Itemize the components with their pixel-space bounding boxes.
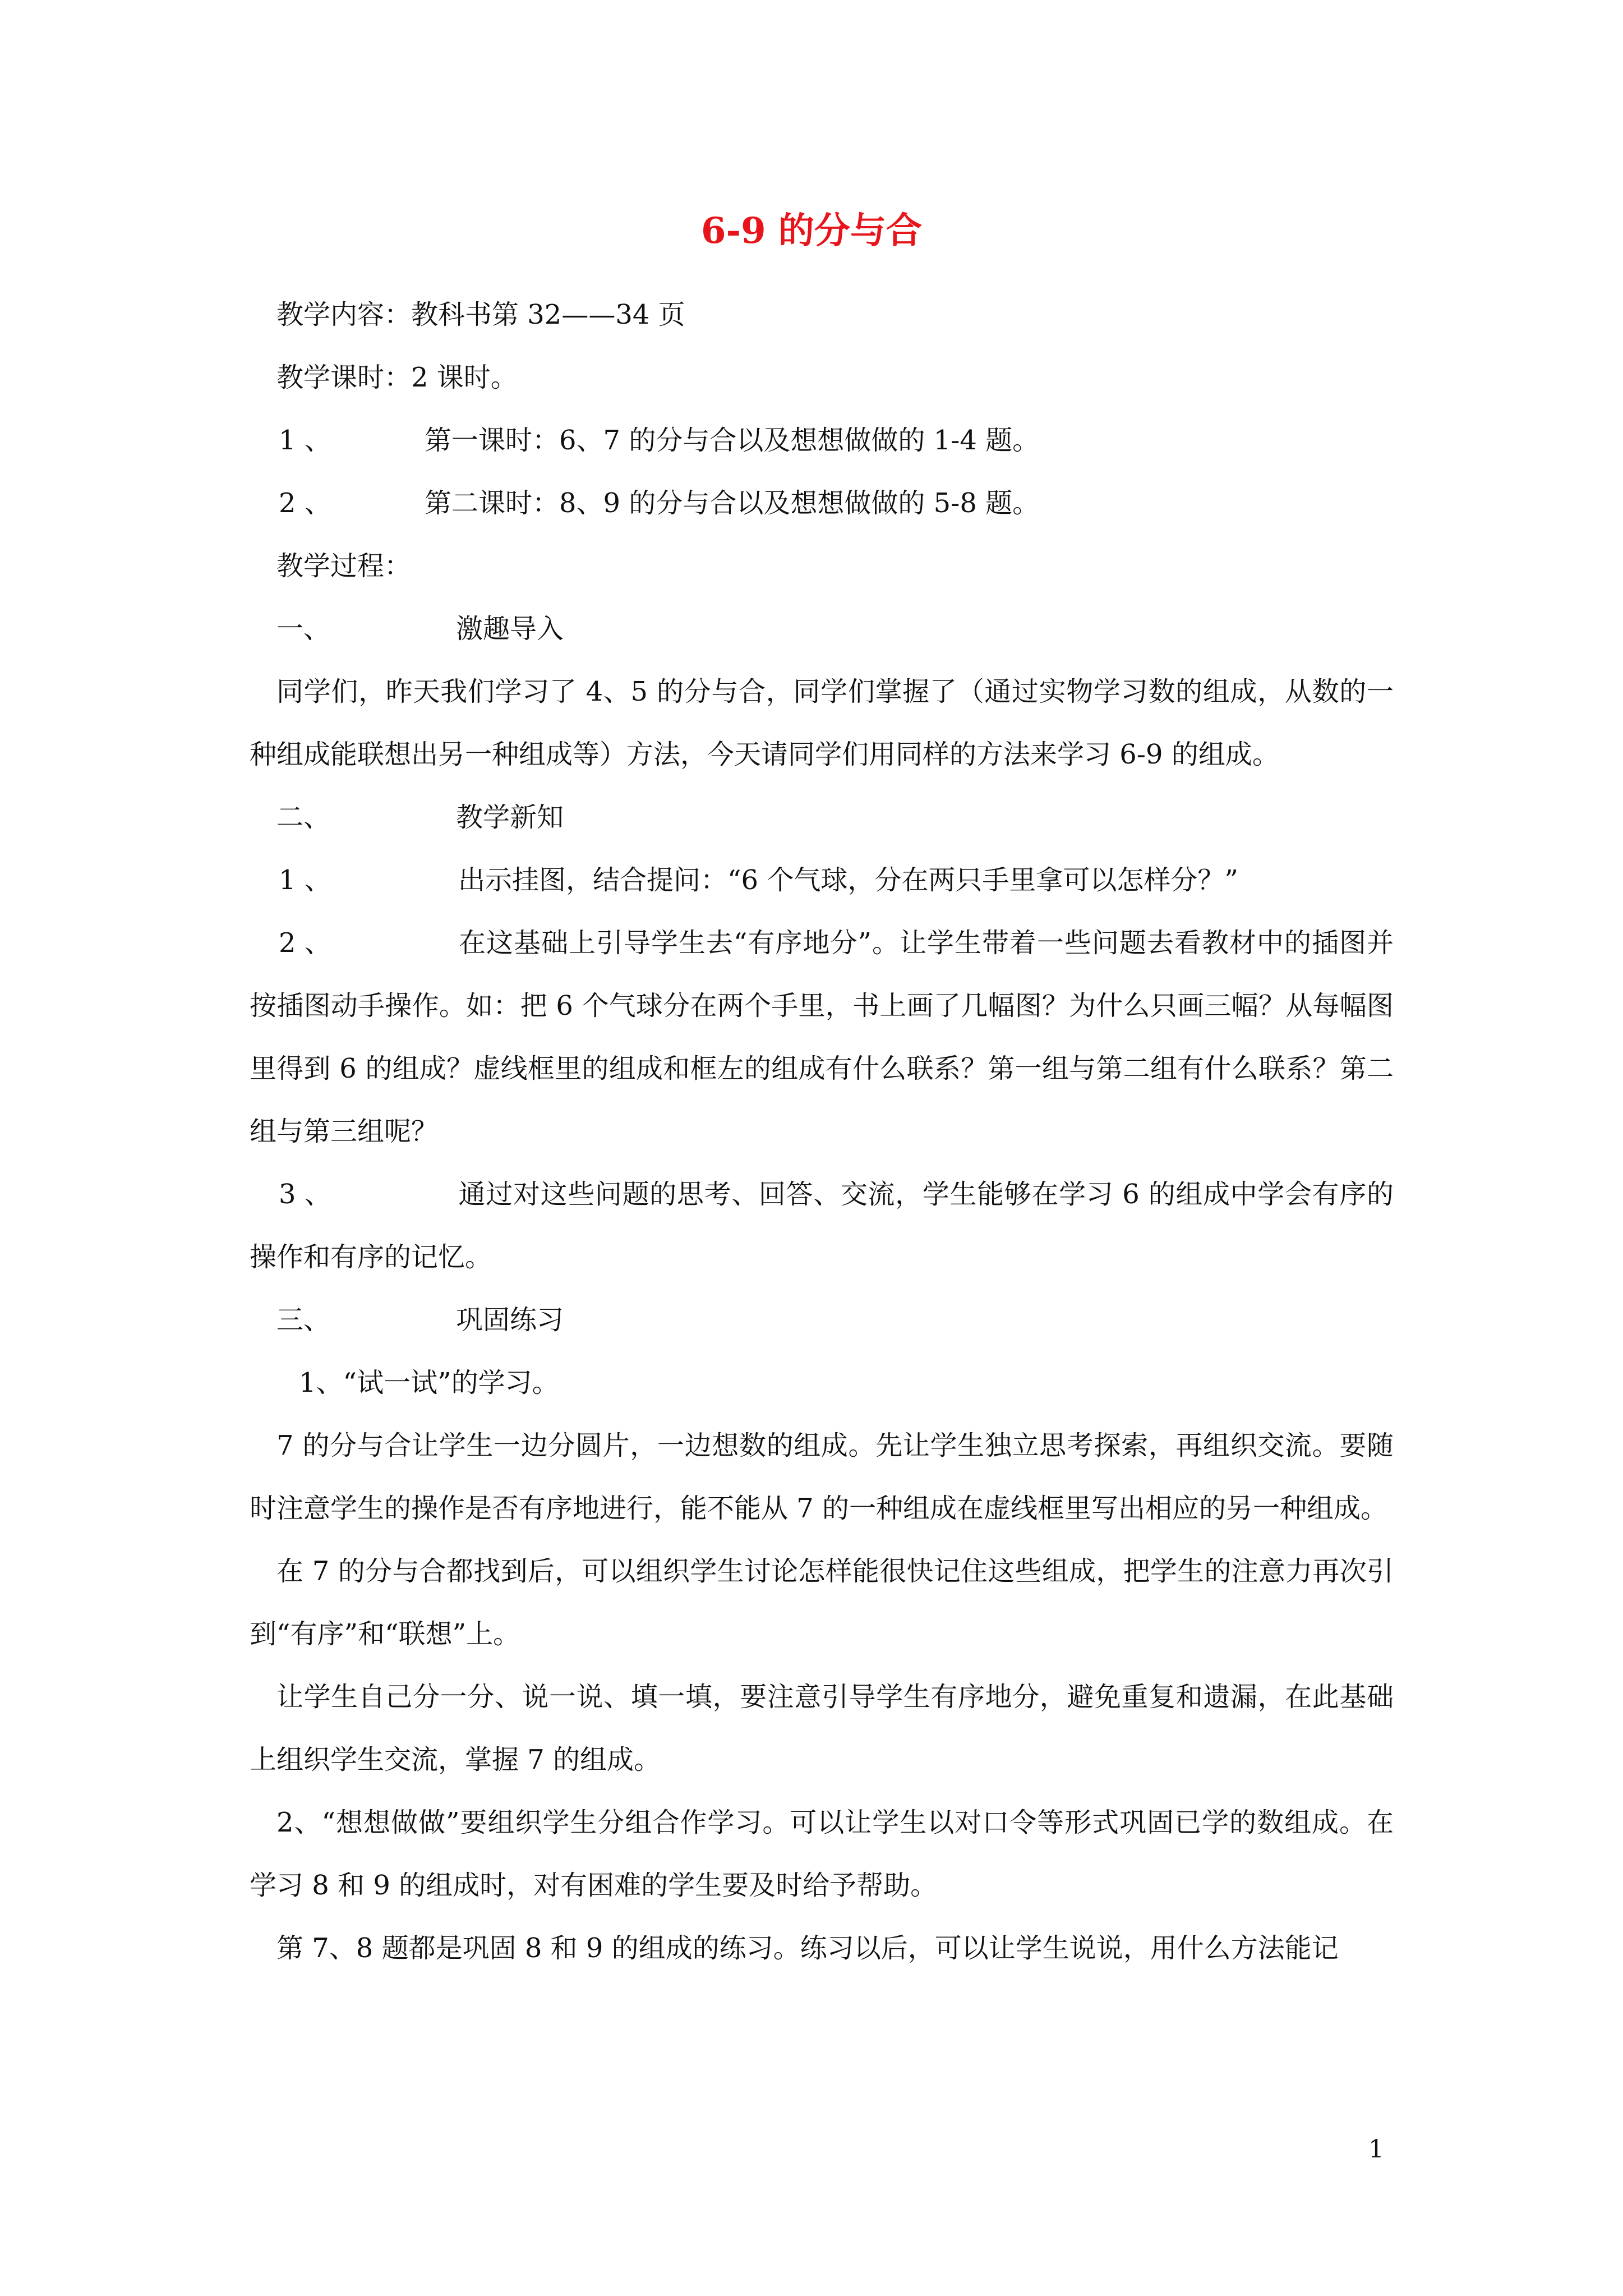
subsection-heading: 1、“试一试”的学习。 xyxy=(299,1367,559,1398)
section-number: 二、 xyxy=(276,802,331,833)
section-title: 巩固练习 xyxy=(456,1304,564,1336)
section-title: 教学新知 xyxy=(456,802,564,833)
section-number: 三、 xyxy=(276,1304,331,1336)
section-heading xyxy=(250,1289,1394,1351)
list-item-number: 1 、 xyxy=(279,864,331,896)
list-item-number: 2 、 xyxy=(279,927,331,959)
hours-item-number: 2 、 xyxy=(279,487,331,519)
paragraph: 第 7、8 题都是巩固 8 和 9 的组成的练习。练习以后，可以让学生说说，用什么方法能记 xyxy=(276,1932,1339,1964)
process-label: 教学过程： xyxy=(276,550,412,582)
teaching-content-line: 教学内容：教科书第 32——34 页 xyxy=(276,299,685,330)
list-item-text: 在这基础上引导学生去“有序地分”。让学生带着一些问题去看教材中的插图并按插图动手操作。如：把 6 个气球分在两个手里，书上画了几幅图？为什么只画三幅？从每幅图里得到 6 的组成？虚线框里的组成和框左的组成有什么联系？第一组与第二组有什么联系？第二组与第三组呢？ xyxy=(250,927,1394,1147)
list-item-number: 3 、 xyxy=(279,1179,331,1210)
section-number: 一、 xyxy=(276,613,331,645)
hours-item-text: 第一课时：6、7 的分与合以及想想做做的 1-4 题。 xyxy=(425,425,1040,456)
section-heading xyxy=(250,786,1394,849)
paragraph: 2、“想想做做”要组织学生分组合作学习。可以让学生以对口令等形式巩固已学的数组成。在学习 8 和 9 的组成时，对有困难的学生要及时给予帮助。 xyxy=(250,1807,1394,1901)
section-title: 激趣导入 xyxy=(456,613,564,645)
hours-item xyxy=(250,409,1394,472)
hours-item-number: 1 、 xyxy=(279,425,331,456)
page-number: 1 xyxy=(1368,2135,1384,2164)
list-item xyxy=(250,1163,1394,1289)
list-item xyxy=(250,849,1394,912)
paragraph: 7 的分与合让学生一边分圆片，一边想数的组成。先让学生独立思考探索，再组织交流。要随时注意学生的操作是否有序地进行，能不能从 7 的一种组成在虚线框里写出相应的另一种组成。 xyxy=(250,1430,1394,1524)
section-heading xyxy=(250,597,1394,660)
document-body xyxy=(250,283,1394,1980)
paragraph: 在 7 的分与合都找到后，可以组织学生讨论怎样能很快记住这些组成，把学生的注意力再次引到“有序”和“联想”上。 xyxy=(250,1556,1394,1650)
paragraph: 让学生自己分一分、说一说、填一填，要注意引导学生有序地分，避免重复和遗漏，在此基础上组织学生交流，掌握 7 的组成。 xyxy=(250,1681,1394,1775)
section-paragraph: 同学们，昨天我们学习了 4、5 的分与合，同学们掌握了（通过实物学习数的组成，从数的一种组成能联想出另一种组成等）方法，今天请同学们用同样的方法来学习 6-9 的组成。 xyxy=(250,676,1394,770)
document-title: 6-9 的分与合 xyxy=(701,210,922,252)
hours-item-text: 第二课时：8、9 的分与合以及想想做做的 5-8 题。 xyxy=(425,487,1040,519)
hours-item xyxy=(250,472,1394,535)
list-item xyxy=(250,912,1394,1163)
teaching-hours-line: 教学课时：2 课时。 xyxy=(276,362,518,393)
list-item-text: 出示挂图，结合提问：“6 个气球，分在两只手里拿可以怎样分？” xyxy=(458,864,1238,896)
list-item-text: 通过对这些问题的思考、回答、交流，学生能够在学习 6 的组成中学会有序的操作和有序的记忆。 xyxy=(250,1179,1394,1273)
